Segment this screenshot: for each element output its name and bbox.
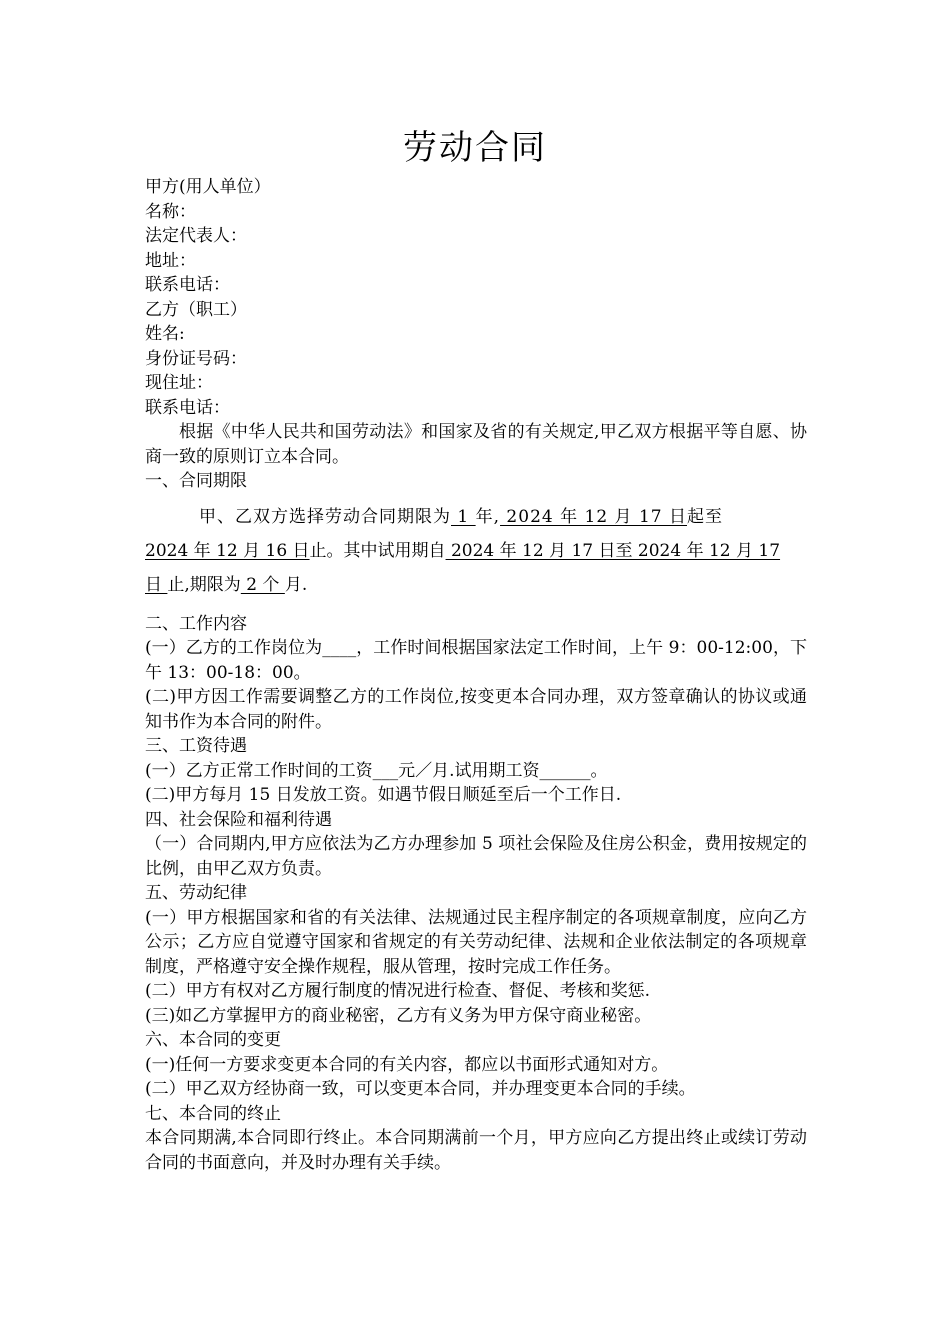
- section-3-heading: 三、工资待遇: [145, 736, 247, 756]
- section-2-clause-2: (二)甲方因工作需要调整乙方的工作岗位,按变更本合同办理，双方签章确认的协议或通知书作为本合同的附件。: [145, 687, 807, 732]
- section-5-clause-2: (二）甲方有权对乙方履行制度的情况进行检查、督促、考核和奖惩.: [145, 981, 651, 1001]
- period-row-1: [145, 500, 807, 534]
- section-7-clause-1: 本合同期满,本合同即行终止。本合同期满前一个月，甲方应向乙方提出终止或续订劳动合同的书面意向，并及时办理有关手续。: [145, 1128, 807, 1173]
- party-a-phone-field: 联系电话：: [145, 275, 230, 295]
- document-body: [145, 175, 807, 1175]
- period-end-date: 2024 年 12 月 16 日: [145, 540, 310, 561]
- period-start-date: 2024 年 12 月 17 日: [500, 506, 687, 527]
- party-b-id-field: 身份证号码：: [145, 348, 247, 369]
- party-a-heading: 甲方(用人单位）: [145, 177, 271, 197]
- contract-period-clause: [145, 500, 807, 602]
- party-a-address-field: 地址：: [145, 250, 196, 271]
- section-5-clause-1: (一）甲方根据国家和省的有关法律、法规通过民主程序制定的各项规章制度，应向乙方公示；乙方应自觉遵守国家和省规定的有关劳动纪律、法规和企业依法制定的各项规章制度，严格遵守安全操作规程，服从管理，按时完成工作任务。: [145, 907, 807, 977]
- party-b-phone-field: 联系电话：: [145, 397, 230, 418]
- probation-end-day: 日: [145, 574, 168, 595]
- section-3-clause-1: (一）乙方正常工作时间的工资___元／月.试用期工资______。: [145, 760, 608, 781]
- document-title: 劳动合同: [403, 128, 547, 168]
- period-text: 甲、乙双方选择劳动合同期限为: [199, 506, 451, 527]
- section-2-heading: 二、工作内容: [145, 613, 247, 634]
- period-row-3: [145, 568, 807, 602]
- section-3-clause-2: (二)甲方每月 15 日发放工资。如遇节假日顺延至后一个工作日.: [145, 785, 622, 805]
- probation-range: 2024 年 12 月 17 日至 2024 年 12 月 17: [445, 540, 781, 561]
- section-2-clause-1: (一）乙方的工作岗位为____，工作时间根据国家法定工作时间，上午 9：00-12:00，下午 13：00-18：00。: [145, 638, 807, 683]
- intro-paragraph: 根据《中华人民共和国劳动法》和国家及省的有关规定,甲乙双方根据平等自愿、协商一致的原则订立本合同。: [145, 422, 807, 467]
- section-6-clause-1: (一)任何一方要求变更本合同的有关内容，都应以书面形式通知对方。: [145, 1054, 669, 1075]
- section-1-heading: 一、合同期限: [145, 471, 247, 491]
- party-a-name-field: 名称：: [145, 201, 196, 222]
- section-6-heading: 六、本合同的变更: [145, 1030, 281, 1050]
- period-row-2: [145, 534, 807, 568]
- section-4-heading: 四、社会保险和福利待遇: [145, 809, 332, 830]
- probation-length-value: 2 个: [240, 574, 285, 595]
- section-4-clause-1: （一）合同期内,甲方应依法为乙方办理参加 5 项社会保险及住房公积金，费用按规定的比例，由甲乙双方负责。: [145, 834, 807, 879]
- party-b-name-field: 姓名:: [145, 324, 185, 344]
- section-5-heading: 五、劳动纪律: [145, 883, 247, 903]
- section-5-clause-3: (三)如乙方掌握甲方的商业秘密，乙方有义务为甲方保守商业秘密。: [145, 1005, 652, 1026]
- period-text: 起至: [686, 506, 723, 527]
- section-6-clause-2: (二）甲乙双方经协商一致，可以变更本合同，并办理变更本合同的手续。: [145, 1079, 696, 1099]
- period-text: 止,期限为: [167, 574, 241, 595]
- period-text: 年,: [475, 506, 501, 527]
- period-text: 止。其中试用期自: [309, 540, 446, 561]
- period-years-value: 1: [451, 506, 476, 527]
- party-b-heading: 乙方（职工）: [145, 299, 247, 320]
- party-b-residence-field: 现住址：: [145, 373, 213, 393]
- period-text: 月.: [284, 574, 308, 595]
- party-a-legal-rep-field: 法定代表人：: [145, 226, 247, 246]
- section-7-heading: 七、本合同的终止: [145, 1103, 281, 1124]
